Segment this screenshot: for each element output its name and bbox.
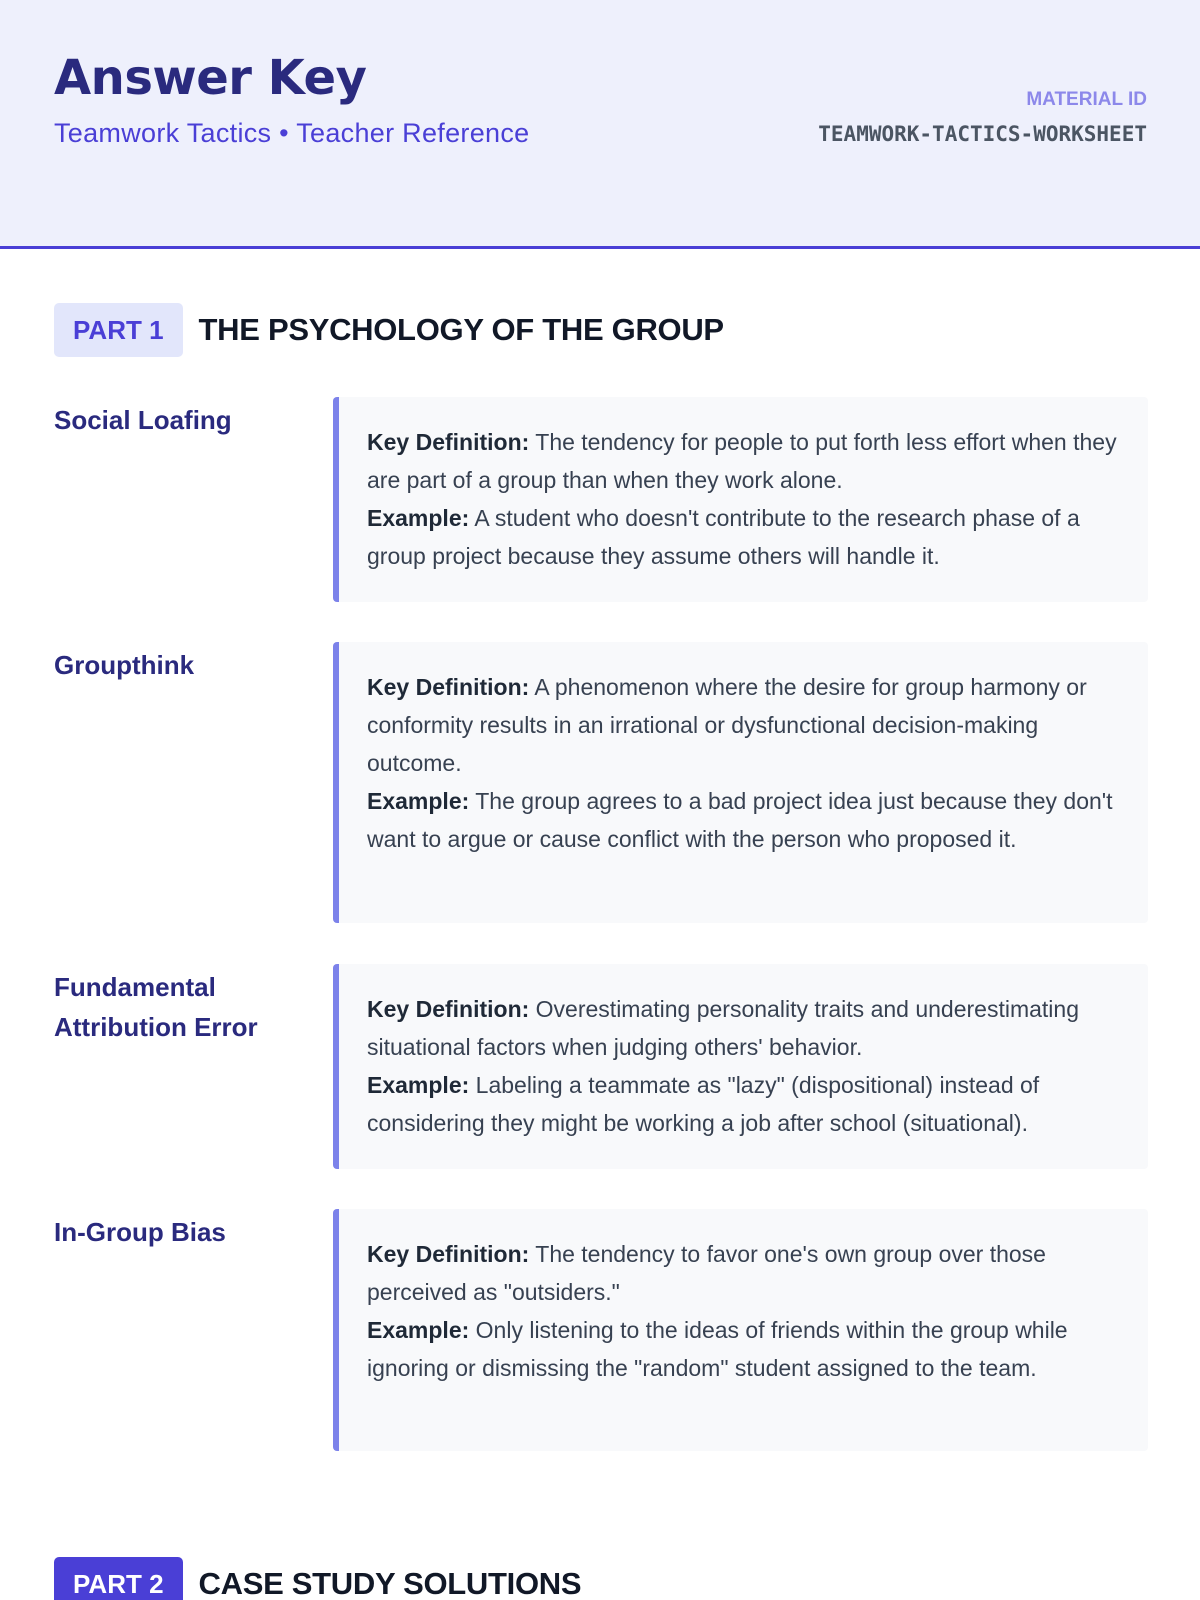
part-1-heading xyxy=(54,303,724,357)
definition-text xyxy=(367,423,1120,499)
definition-value: A phenomenon where the desire for group harmony or conformity results in an irrational or dysfunctional decision-making outcome. xyxy=(367,674,1087,776)
example-text xyxy=(367,1311,1120,1387)
example-label: Example: xyxy=(367,505,470,531)
definition-value: Overestimating personality traits and underestimating situational factors when judging others' behavior. xyxy=(367,996,1079,1060)
definition-label: Key Definition: xyxy=(367,1241,530,1267)
definition-label: Key Definition: xyxy=(367,429,530,455)
definition-value: The tendency to favor one's own group over those perceived as "outsiders." xyxy=(367,1241,1046,1305)
definition-value: The tendency for people to put forth less effort when they are part of a group than when they work alone. xyxy=(367,429,1117,493)
concept-card xyxy=(333,1209,1148,1451)
definition-text xyxy=(367,1235,1120,1311)
example-value: A student who doesn't contribute to the research phase of a group project because they assume others will handle it. xyxy=(367,505,1080,569)
definition-label: Key Definition: xyxy=(367,674,530,700)
concept-card xyxy=(333,964,1148,1169)
part-2-badge: PART 2 xyxy=(54,1557,183,1600)
part-2-heading xyxy=(54,1557,581,1600)
page-subtitle: Teamwork Tactics • Teacher Reference xyxy=(54,118,530,148)
concept-term: Fundamental Attribution Error xyxy=(54,972,258,1042)
example-value: The group agrees to a bad project idea just because they don't want to argue or cause conflict with the person who proposed it. xyxy=(367,788,1113,852)
concept-term: In-Group Bias xyxy=(54,1217,226,1247)
concept-card xyxy=(333,642,1148,923)
example-text xyxy=(367,782,1120,858)
example-label: Example: xyxy=(367,1317,470,1343)
example-label: Example: xyxy=(367,1072,470,1098)
example-text xyxy=(367,499,1120,575)
example-text xyxy=(367,1066,1120,1142)
definition-text xyxy=(367,990,1120,1066)
example-label: Example: xyxy=(367,788,470,814)
material-id-label: MATERIAL ID xyxy=(1026,89,1147,110)
concept-term: Groupthink xyxy=(54,650,195,680)
example-value: Only listening to the ideas of friends within the group while ignoring or dismissing the "random" student assigned to the team. xyxy=(367,1317,1068,1381)
definition-text xyxy=(367,668,1120,782)
part-1-title: THE PSYCHOLOGY OF THE GROUP xyxy=(198,312,724,347)
concept-card xyxy=(333,397,1148,602)
material-id-value: TEAMWORK-TACTICS-WORKSHEET xyxy=(818,122,1147,146)
part-2-title: CASE STUDY SOLUTIONS xyxy=(198,1566,582,1600)
example-value: Labeling a teammate as "lazy" (dispositional) instead of considering they might be working a job after school (situational). xyxy=(367,1072,1040,1136)
page-title: Answer Key xyxy=(54,50,367,106)
part-1-badge: PART 1 xyxy=(54,303,183,357)
concept-term: Social Loafing xyxy=(54,405,232,435)
header xyxy=(0,0,1200,249)
definition-label: Key Definition: xyxy=(367,996,530,1022)
